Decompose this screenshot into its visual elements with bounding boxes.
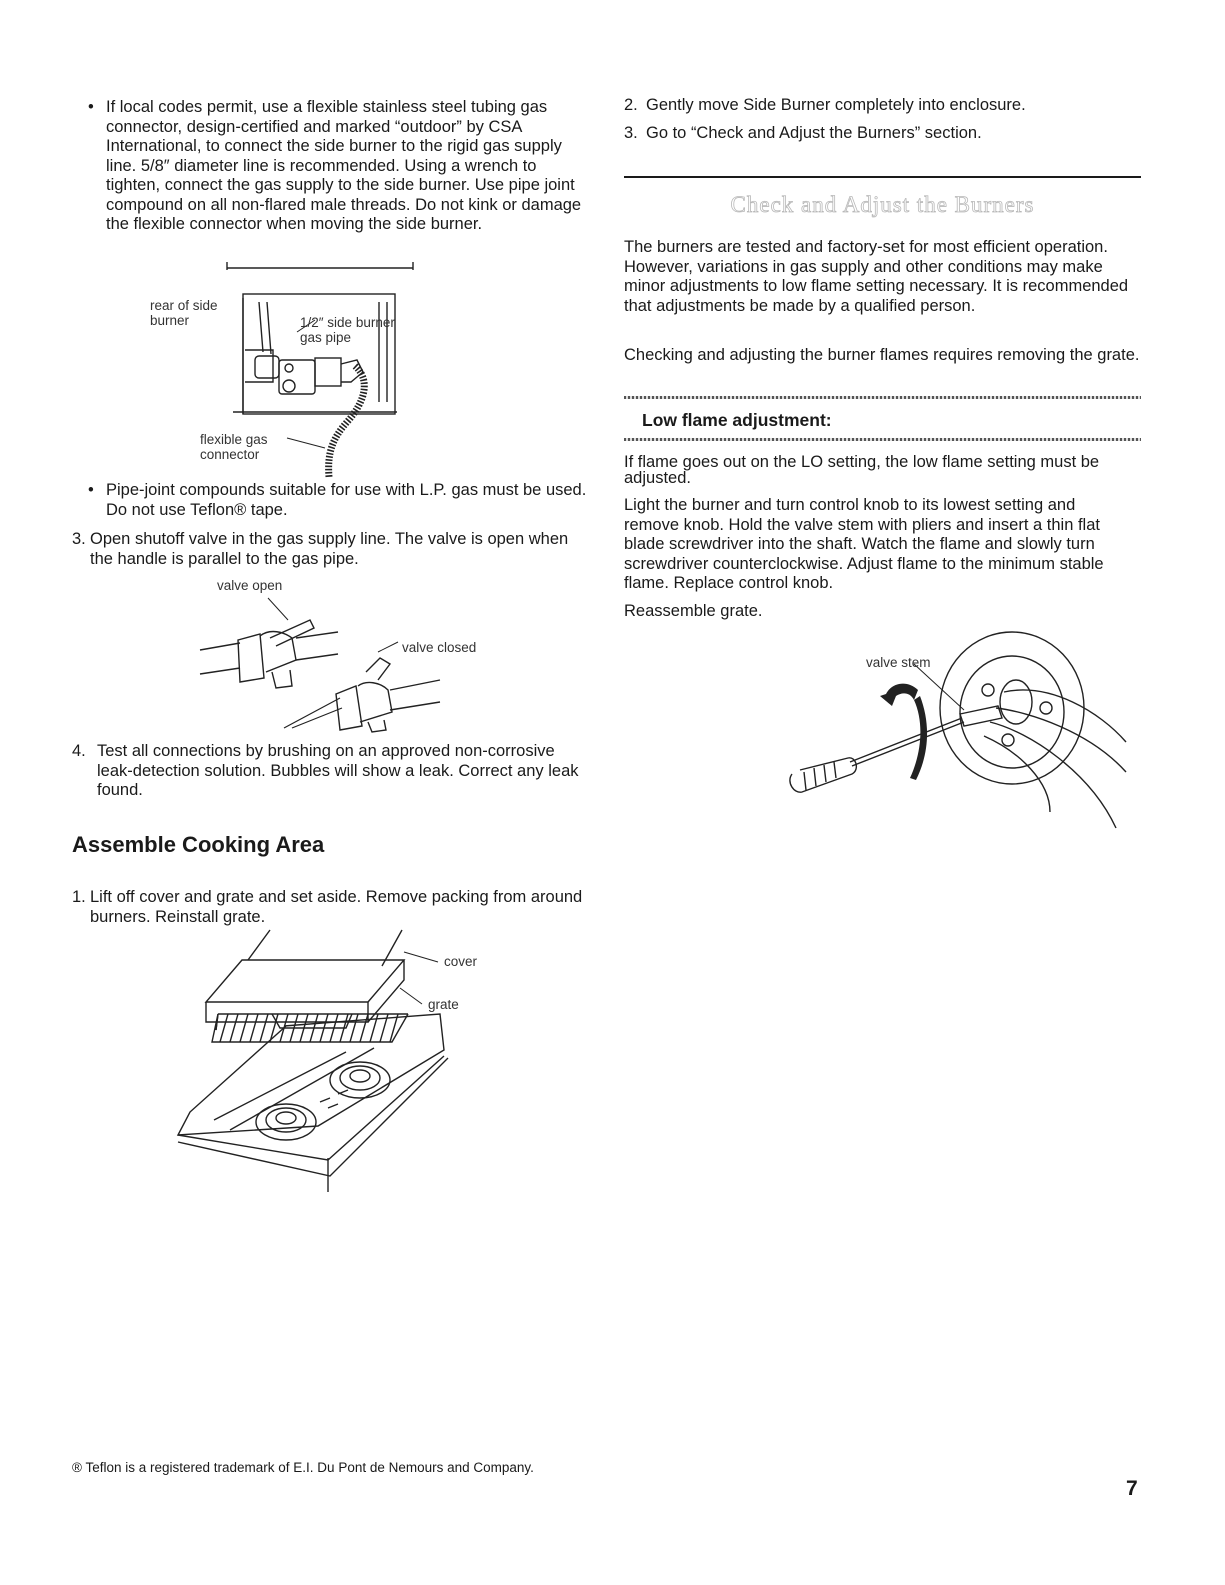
para-checking-adjusting: Checking and adjusting the burner flames requires removing the grate. [624, 346, 1140, 364]
subheading-top-bar [624, 396, 1141, 399]
low-flame-adjustment-heading: Low flame adjustment: [642, 410, 832, 430]
step-number: 2. [624, 96, 638, 114]
page-number: 7 [1126, 1477, 1138, 1500]
step-test-connections-text: Test all connections by brushing on an approved non-corrosive leak-detection solution. Bubbles will show a leak. Correct any leak found. [97, 742, 579, 799]
step-number: 1. [72, 888, 86, 906]
para-flame-goes-out: If flame goes out on the LO setting, the low flame setting must be adjusted. [624, 453, 1100, 487]
step-go-to-check [624, 124, 1144, 144]
step-go-to-check-text: Go to “Check and Adjust the Burners” section. [646, 124, 982, 142]
step-move-side-burner [624, 96, 1144, 116]
assemble-cooking-area-heading: Assemble Cooking Area [72, 832, 325, 857]
label-grate: grate [428, 997, 459, 1012]
valve-open-closed-figure [200, 598, 450, 728]
bullet-dot: • [88, 481, 94, 499]
section-divider [624, 176, 1141, 178]
step-test-connections [72, 742, 592, 801]
subheading-bottom-bar [624, 438, 1141, 441]
step-number: 4. [72, 742, 86, 760]
label-side-burner-gas-pipe: 1/2″ side burner gas pipe [300, 315, 395, 345]
label-valve-stem: valve stem [866, 655, 931, 670]
label-rear-of-side-burner: rear of side burner [150, 298, 218, 328]
cooking-area-figure [178, 930, 468, 1190]
step-open-shutoff-valve [72, 530, 592, 569]
bullet-pipe-joint-compound [88, 481, 593, 520]
step-lift-off-cover-text: Lift off cover and grate and set aside. Remove packing from around burners. Reinstall grate. [90, 888, 583, 926]
bullet-pipe-joint-compound-text: Pipe-joint compounds suitable for use with L.P. gas must be used. Do not use Teflon® tape. [106, 481, 587, 519]
valve-stem-adjustment-figure [790, 622, 1130, 832]
para-burners-tested: The burners are tested and factory-set for most efficient operation. However, variations in gas supply and other conditions may make minor adjustments to low flame setting necessary. It is recommended that adjustments be made by a qualified person. [624, 238, 1129, 315]
label-cover: cover [444, 954, 478, 969]
para-reassemble-grate: Reassemble grate. [624, 602, 763, 620]
step-number: 3. [624, 124, 638, 142]
bullet-flexible-connector [88, 98, 593, 235]
bullet-dot: • [88, 98, 94, 116]
step-move-side-burner-text: Gently move Side Burner completely into enclosure. [646, 96, 1026, 114]
label-valve-closed: valve closed [402, 640, 477, 655]
bullet-flexible-connector-text: If local codes permit, use a flexible stainless steel tubing gas connector, design-certified and marked “outdoor” by CSA International, to connect the side burner to the rigid gas supply line. 5/8″ diameter line is recommended. Using a wrench to tighten, connect the gas supply to the side burner. Use pipe joint compound on all non-flared male threads. Do not kink or damage the flexible connector when moving the side burner. [106, 98, 582, 233]
step-open-shutoff-valve-text: Open shutoff valve in the gas supply line. The valve is open when the handle is parallel to the gas pipe. [90, 530, 569, 568]
teflon-trademark-footnote: ® Teflon is a registered trademark of E.I. Du Pont de Nemours and Company. [72, 1460, 534, 1475]
step-number: 3. [72, 530, 86, 548]
step-lift-off-cover [72, 888, 592, 927]
label-flexible-gas-connector: flexible gas connector [200, 432, 268, 462]
label-valve-open: valve open [217, 578, 283, 593]
para-light-burner: Light the burner and turn control knob to its lowest setting and remove knob. Hold the valve stem with pliers and insert a thin flat blade screwdriver into the shaft. Watch the flame and slowly turn screwdriver counterclockwise. Adjust flame to the minimum stable flame. Replace control knob. [624, 496, 1104, 592]
check-adjust-burners-heading: Check and Adjust the Burners [730, 192, 1035, 217]
